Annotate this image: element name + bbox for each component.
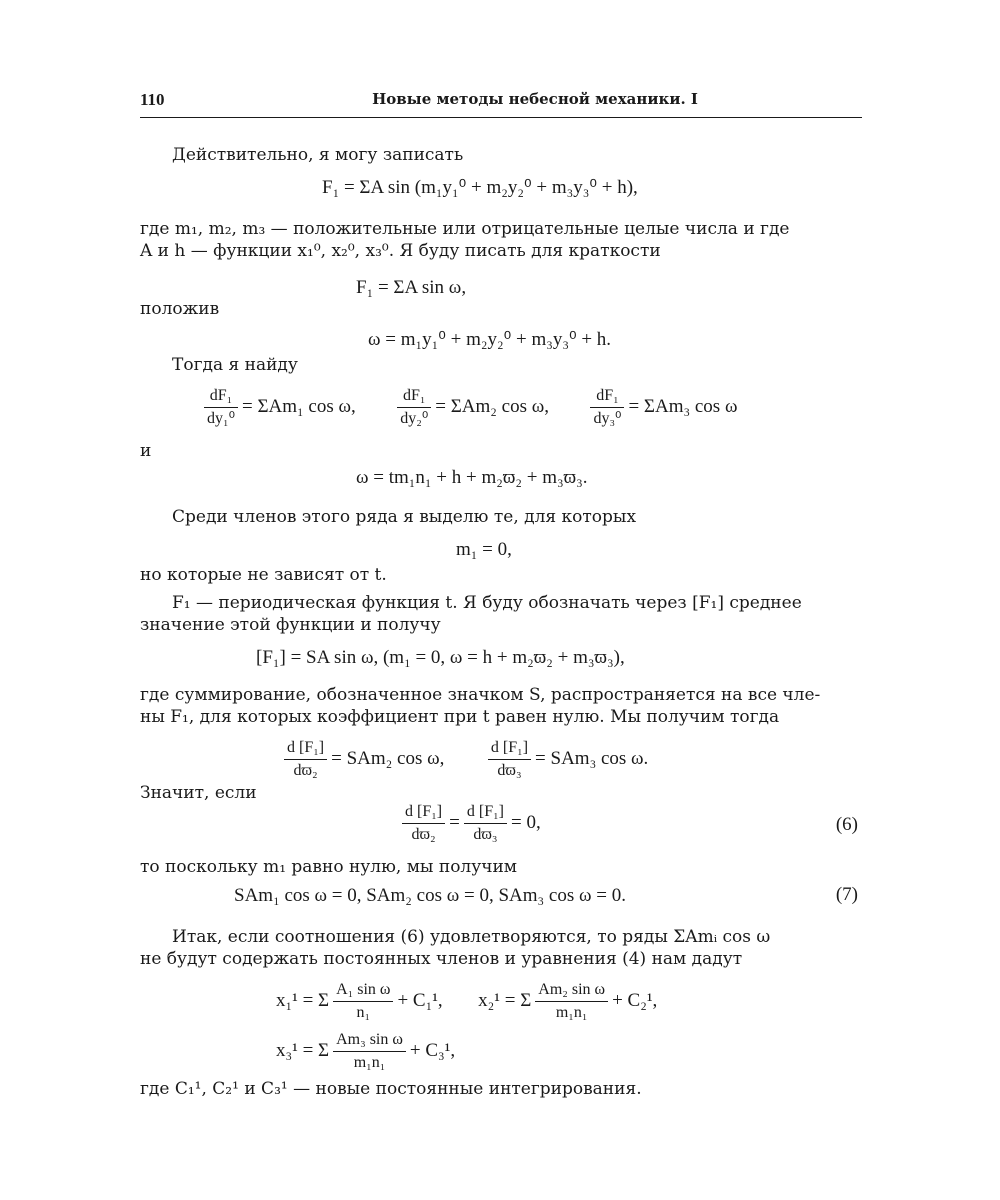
paragraph-togda: Тогда я найду bbox=[172, 355, 298, 375]
paragraph-periodic-line1: F₁ — периодическая функция t. Я буду обозначать через [F₁] среднее bbox=[172, 593, 802, 613]
fraction-x2: $\frac{\text{Am₂ sin ω}}{\text{m₁n₁}}$ bbox=[535, 980, 608, 1023]
equation-7: SAm₁ cos ω = 0, SAm₂ cos ω = 0, SAm₃ cos ω = 0. bbox=[234, 885, 626, 906]
paragraph-constants: где C₁¹, C₂¹ и C₃¹ — новые постоянные интегрирования. bbox=[140, 1079, 642, 1099]
equation-omega-expanded: ω = tm₁n₁ + h + m₂ϖ₂ + m₃ϖ₃. bbox=[356, 467, 588, 488]
paragraph-periodic-line2: значение этой функции и получу bbox=[140, 615, 441, 635]
paragraph-summation-line1: где суммирование, обозначенное значком S, распространяется на все чле- bbox=[140, 685, 821, 705]
equation-number-7: (7) bbox=[835, 884, 858, 905]
paragraph-znachit: Значит, если bbox=[140, 783, 257, 803]
paragraph-ne-zavisyat: но которые не зависят от t. bbox=[140, 565, 387, 585]
fraction-x3: $\frac{\text{Am₃ sin ω}}{\text{m₁n₁}}$ bbox=[333, 1030, 406, 1073]
paragraph-poskolku: то поскольку m₁ равно нулю, мы получим bbox=[140, 857, 518, 877]
fraction-cond-dw2: $\frac{\text{d [F₁]}}{\text{dϖ₂}}$ bbox=[402, 802, 445, 845]
equation-condition-6: $\frac{\text{d [F₁]}}{\text{dϖ₂}}$ = $\frac{\text{d [F₁]}}{\text{dϖ₃}}$ = 0, bbox=[398, 802, 541, 845]
fraction-dF1-dy1: $\frac{\text{dF₁}}{\text{dy₁⁰}}$ bbox=[204, 386, 238, 429]
paragraph-polozhiv: положив bbox=[140, 299, 220, 319]
paragraph-itak-line2: не будут содержать постоянных членов и уравнения (4) нам дадут bbox=[140, 949, 743, 969]
paragraph-intro: Действительно, я могу записать bbox=[172, 145, 464, 165]
header-rule bbox=[140, 117, 862, 118]
equation-x1-x2: x₁¹ = Σ $\frac{\text{A₁ sin ω}}{\text{n₁}}$ + C₁¹, x₂¹ = Σ $\frac{\text{Am₂ sin ω}}{\text{m₁n₁}}$ + C₂¹, bbox=[276, 981, 658, 1021]
equation-x3: x₃¹ = Σ $\frac{\text{Am₃ sin ω}}{\text{m₁n₁}}$ + C₃¹, bbox=[276, 1031, 456, 1071]
equation-number-6: (6) bbox=[835, 814, 858, 835]
paragraph-itak-line1: Итак, если соотношения (6) удовлетворяются, то ряды ΣAmᵢ cos ω bbox=[172, 927, 771, 947]
fraction-dF1-dw3: $\frac{\text{d [F₁]}}{\text{dϖ₃}}$ bbox=[488, 738, 531, 781]
fraction-dF1-dy2: $\frac{\text{dF₁}}{\text{dy₂⁰}}$ bbox=[397, 386, 431, 429]
paragraph-integers-line2: A и h — функции x₁⁰, x₂⁰, x₃⁰. Я буду писать для краткости bbox=[140, 241, 661, 261]
paragraph-sredi: Среди членов этого ряда я выделю те, для которых bbox=[172, 507, 637, 527]
page-number: 110 bbox=[140, 90, 165, 109]
paragraph-integers-line1: где m₁, m₂, m₃ — положительные или отрицательные целые числа и где bbox=[140, 219, 790, 239]
equation-derivatives-row: $\frac{\text{dF₁}}{\text{dy₁⁰}}$ = ΣAm₁ cos ω, $\frac{\text{dF₁}}{\text{dy₂⁰}}$ = ΣAm₂ cos ω, $\frac{\text{dF₁}}{\text{dy₃⁰}}$ = ΣAm₃ cos ω bbox=[200, 386, 737, 429]
fraction-dF1-dw2: $\frac{\text{d [F₁]}}{\text{dϖ₂}}$ bbox=[284, 738, 327, 781]
equation-f1-short: F₁ = ΣA sin ω, bbox=[356, 277, 467, 298]
fraction-cond-dw3: $\frac{\text{d [F₁]}}{\text{dϖ₃}}$ bbox=[464, 802, 507, 845]
paragraph-summation-line2: ны F₁, для которых коэффициент при t равен нулю. Мы получим тогда bbox=[140, 707, 780, 727]
equation-omega: ω = m₁y₁⁰ + m₂y₂⁰ + m₃y₃⁰ + h. bbox=[368, 329, 612, 350]
fraction-x1: $\frac{\text{A₁ sin ω}}{\text{n₁}}$ bbox=[333, 980, 393, 1023]
equation-m1-zero: m₁ = 0, bbox=[456, 539, 512, 560]
running-title: Новые методы небесной механики. I bbox=[372, 90, 698, 108]
equation-mean-value: [F₁] = SA sin ω, (m₁ = 0, ω = h + m₂ϖ₂ + m₃ϖ₃), bbox=[256, 647, 625, 668]
fraction-dF1-dy3: $\frac{\text{dF₁}}{\text{dy₃⁰}}$ bbox=[590, 386, 624, 429]
equation-mean-derivatives: $\frac{\text{d [F₁]}}{\text{dϖ₂}}$ = SAm₂ cos ω, $\frac{\text{d [F₁]}}{\text{dϖ₃}}$ = SAm₃ cos ω. bbox=[280, 738, 648, 781]
paragraph-i: и bbox=[140, 441, 152, 461]
equation-f1-series: F₁ = ΣA sin (m₁y₁⁰ + m₂y₂⁰ + m₃y₃⁰ + h), bbox=[322, 177, 638, 198]
